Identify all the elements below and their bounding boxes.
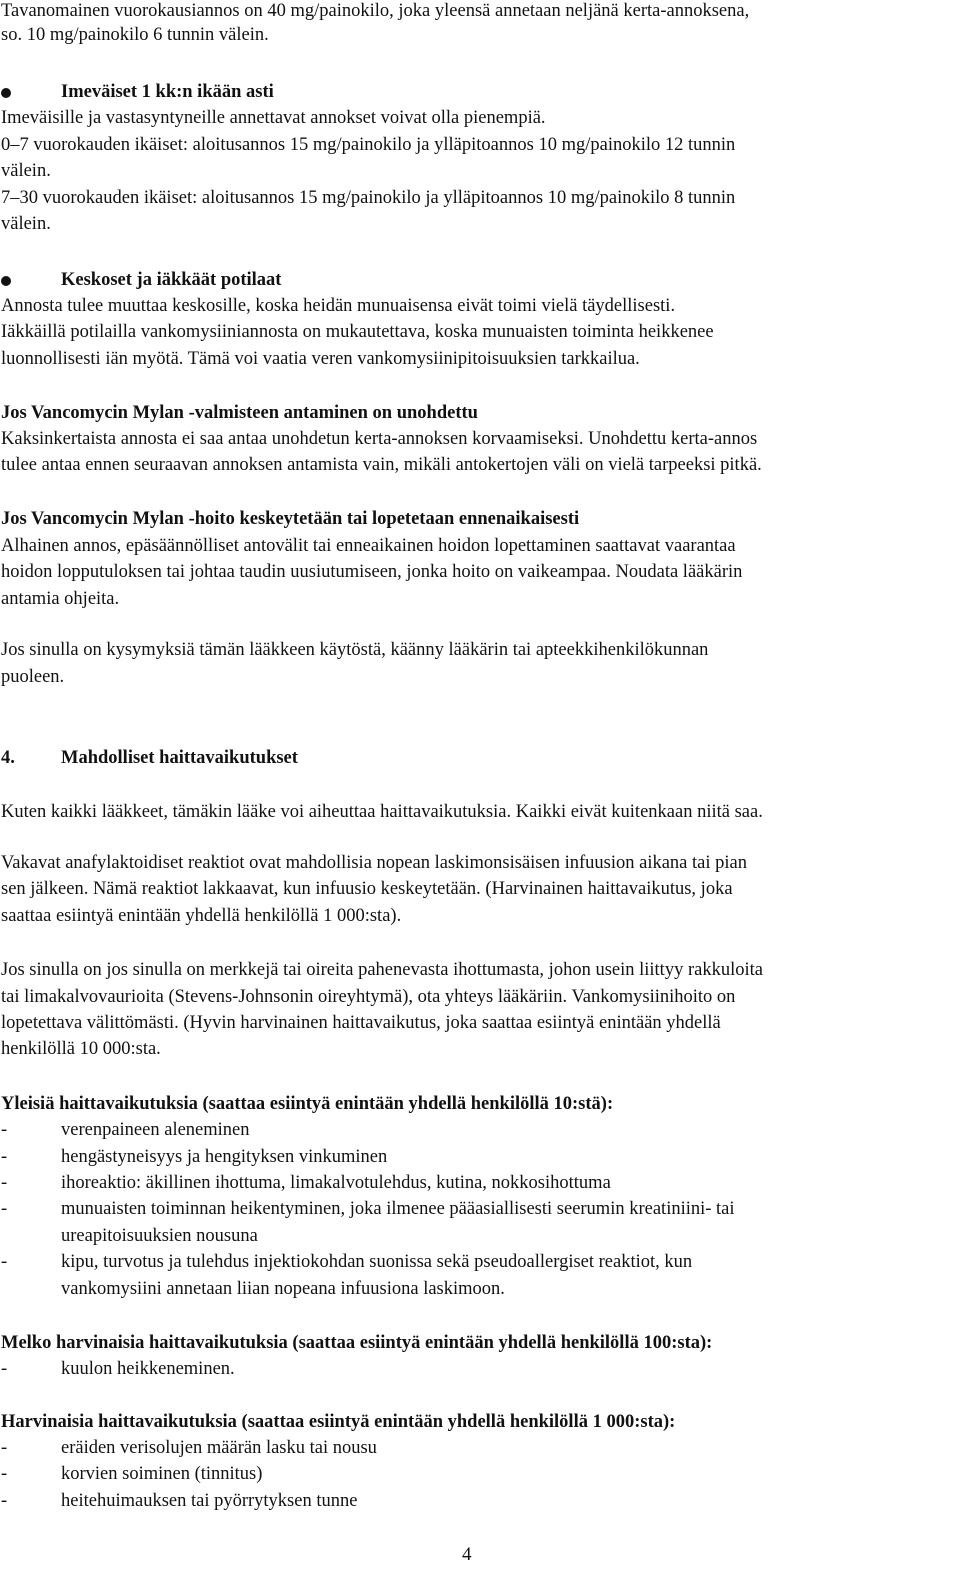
- list-item: korvien soiminen (tinnitus): [61, 1464, 263, 1484]
- infants-line: Imeväisille ja vastasyntyneille annettavat annokset voivat olla pienempiä.: [1, 108, 546, 128]
- page-number: 4: [462, 1544, 472, 1565]
- stopping-line: hoidon lopputuloksen tai johtaa taudin uusiutumiseen, jonka hoito on vaikeampaa. Noudata lääkärin: [1, 562, 743, 582]
- list-dash: -: [1, 1147, 8, 1167]
- list-dash: -: [1, 1464, 8, 1484]
- elderly-line: luonnollisesti iän myötä. Tämä voi vaatia veren vankomysiinipitoisuuksien tarkkailua.: [1, 349, 640, 369]
- common-heading: Yleisiä haittavaikutuksia (saattaa esiintyä enintään yhdellä henkilöllä 10:stä):: [1, 1094, 614, 1114]
- infants-heading: Imeväiset 1 kk:n ikään asti: [61, 82, 274, 102]
- bullet-icon: [1, 88, 11, 98]
- stopping-line: antamia ohjeita.: [1, 589, 120, 609]
- infants-line: 7–30 vuorokauden ikäiset: aloitusannos 15 mg/painokilo ja ylläpitoannos 10 mg/painokilo 8 tunnin: [1, 188, 736, 208]
- infants-line: välein.: [1, 214, 51, 234]
- anaphylaxis-line: saattaa esiintyä enintään yhdellä henkilöllä 1 000:sta).: [1, 906, 402, 926]
- anaphylaxis-line: sen jälkeen. Nämä reaktiot lakkaavat, kun infuusio keskeytetään. (Harvinainen haittavaikutus, joka: [1, 879, 733, 899]
- list-item: munuaisten toiminnan heikentyminen, joka ilmenee pääasiallisesti seerumin kreatiniini- tai: [61, 1199, 735, 1219]
- questions-line: Jos sinulla on kysymyksiä tämän lääkkeen käytöstä, käänny lääkärin tai apteekkihenkilökunnan: [1, 640, 709, 660]
- list-dash: -: [1, 1359, 8, 1379]
- list-item-continued: ureapitoisuuksien nousuna: [61, 1226, 258, 1246]
- bullet-icon: [1, 276, 11, 286]
- infants-line: 0–7 vuorokauden ikäiset: aloitusannos 15 mg/painokilo ja ylläpitoannos 10 mg/painokilo 12 tunnin: [1, 135, 736, 155]
- forgot-heading: Jos Vancomycin Mylan -valmisteen antaminen on unohdettu: [1, 403, 478, 423]
- stevens-johnson-line: henkilöllä 10 000:sta.: [1, 1039, 161, 1059]
- forgot-line: Kaksinkertaista annosta ei saa antaa unohdetun kerta-annoksen korvaamiseksi. Unohdettu kerta-annos: [1, 429, 758, 449]
- list-item-continued: vankomysiini annetaan liian nopeana infuusiona laskimoon.: [61, 1279, 505, 1299]
- infants-line: välein.: [1, 161, 51, 181]
- list-dash: -: [1, 1252, 8, 1272]
- elderly-line: Iäkkäillä potilailla vankomysiiniannosta on mukautettava, koska munuaisten toiminta heikkenee: [1, 322, 714, 342]
- elderly-line: Annosta tulee muuttaa keskosille, koska heidän munuaisensa eivät toimi vielä täydellisesti.: [1, 296, 676, 316]
- section-number: 4.: [1, 748, 15, 768]
- list-dash: -: [1, 1120, 8, 1140]
- list-item: verenpaineen aleneminen: [61, 1120, 250, 1140]
- stopping-heading: Jos Vancomycin Mylan -hoito keskeytetään tai lopetetaan ennenaikaisesti: [1, 509, 580, 529]
- stevens-johnson-line: Jos sinulla on jos sinulla on merkkejä tai oireita pahenevasta ihottumasta, johon usein liittyy rakkuloita: [1, 960, 763, 980]
- intro-line: Tavanomainen vuorokausiannos on 40 mg/painokilo, joka yleensä annetaan neljänä kerta-annoksena,: [1, 1, 750, 21]
- side-effects-intro: Kuten kaikki lääkkeet, tämäkin lääke voi aiheuttaa haittavaikutuksia. Kaikki eivät kuitenkaan niitä saa.: [1, 802, 763, 822]
- stopping-line: Alhainen annos, epäsäännölliset antovälit tai enneaikainen hoidon lopettaminen saattavat vaarantaa: [1, 536, 736, 556]
- list-dash: -: [1, 1199, 8, 1219]
- list-item: kuulon heikkeneminen.: [61, 1359, 235, 1379]
- list-dash: -: [1, 1491, 8, 1511]
- list-item: eräiden verisolujen määrän lasku tai nousu: [61, 1438, 377, 1458]
- list-dash: -: [1, 1438, 8, 1458]
- intro-line: so. 10 mg/painokilo 6 tunnin välein.: [1, 25, 269, 45]
- anaphylaxis-line: Vakavat anafylaktoidiset reaktiot ovat mahdollisia nopean laskimonsisäisen infuusion aikana tai pian: [1, 853, 747, 873]
- elderly-heading: Keskoset ja iäkkäät potilaat: [61, 270, 282, 290]
- forgot-line: tulee antaa ennen seuraavan annoksen antamista vain, mikäli antokertojen väli on vielä tarpeeksi pitkä.: [1, 455, 762, 475]
- list-item: ihoreaktio: äkillinen ihottuma, limakalvotulehdus, kutina, nokkosihottuma: [61, 1173, 611, 1193]
- section-title: Mahdolliset haittavaikutukset: [61, 748, 298, 768]
- list-item: heitehuimauksen tai pyörrytyksen tunne: [61, 1491, 358, 1511]
- stevens-johnson-line: lopetettava välittömästi. (Hyvin harvinainen haittavaikutus, joka saattaa esiintyä enintään yhdellä: [1, 1013, 721, 1033]
- list-item: hengästyneisyys ja hengityksen vinkuminen: [61, 1147, 388, 1167]
- rare-heading: Harvinaisia haittavaikutuksia (saattaa esiintyä enintään yhdellä henkilöllä 1 000:sta):: [1, 1412, 676, 1432]
- uncommon-heading: Melko harvinaisia haittavaikutuksia (saattaa esiintyä enintään yhdellä henkilöllä 100:sta):: [1, 1333, 713, 1353]
- list-dash: -: [1, 1173, 8, 1193]
- list-item: kipu, turvotus ja tulehdus injektiokohdan suonissa sekä pseudoallergiset reaktiot, kun: [61, 1252, 693, 1272]
- questions-line: puoleen.: [1, 667, 65, 687]
- stevens-johnson-line: tai limakalvovaurioita (Stevens-Johnsonin oireyhtymä), ota yhteys lääkäriin. Vankomysiinihoito on: [1, 987, 736, 1007]
